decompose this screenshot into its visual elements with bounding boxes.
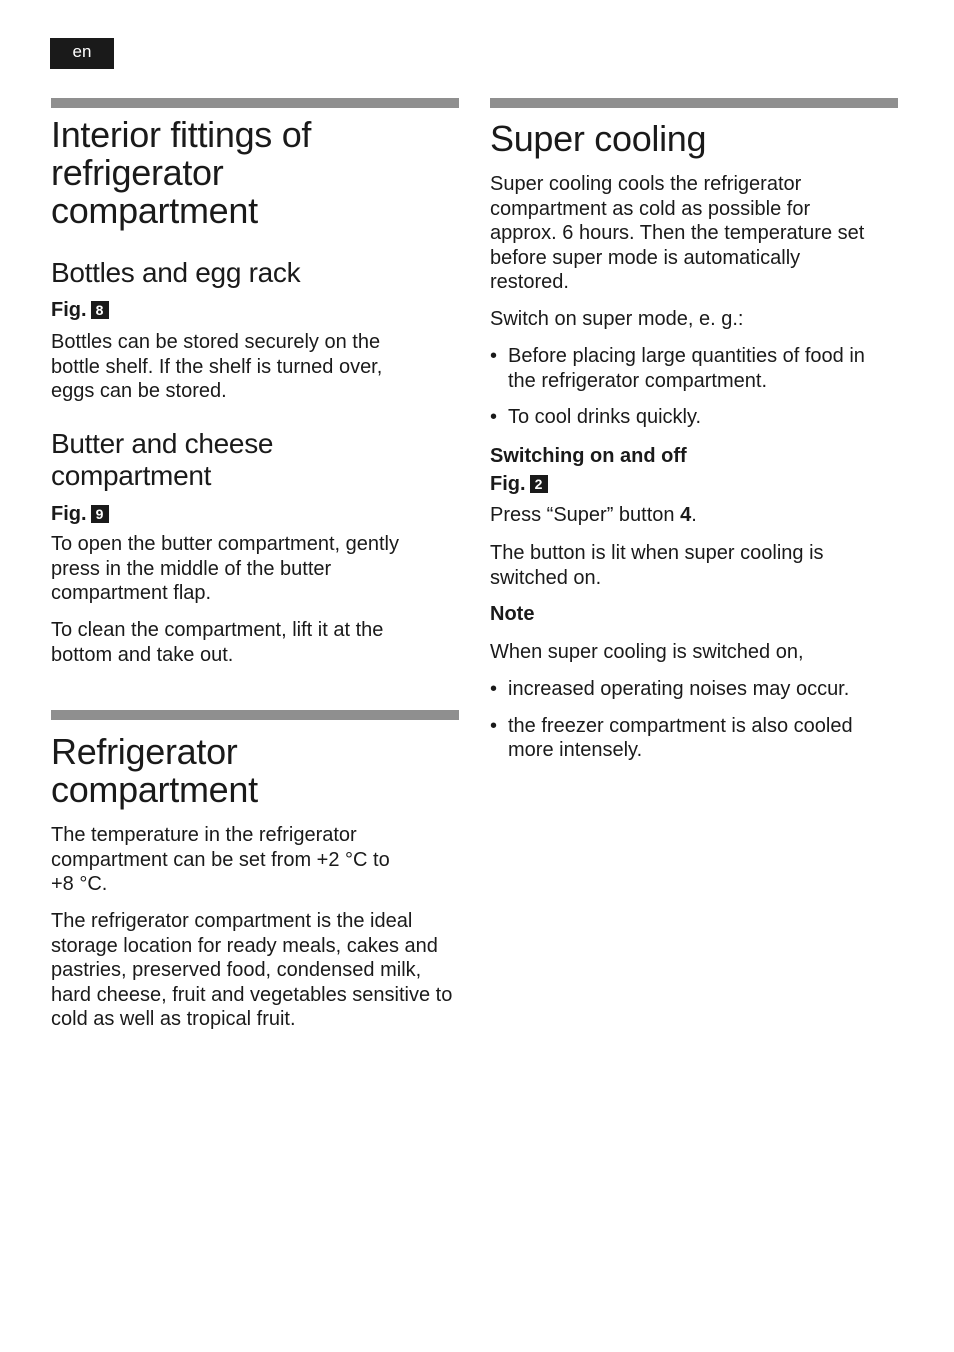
list-item: • increased operating noises may occur. [490,677,898,702]
fig-number-badge: 8 [91,301,109,319]
language-tab: en [50,38,114,69]
list-item: • To cool drinks quickly. [490,405,898,430]
note-text: When super cooling is switched on, [490,641,804,663]
refrigerator-temperature-text: The temperature in the refrigerator compartment can be set from +2 °C to +8 °C. [51,824,390,895]
fig-number-badge: 9 [91,505,109,523]
section-rule [490,98,898,108]
fig-label: Fig. [490,473,526,495]
section-title-interior-fittings: Interior fittings of refrigerator compartment [51,114,312,231]
section-rule [51,98,459,108]
button-number: 4 [680,504,692,526]
super-mode-examples-list [490,344,898,430]
butter-text-clean: To clean the compartment, lift it at the bottom and take out. [51,619,384,666]
fig-label: Fig. [51,503,87,525]
heading-bottles-egg-rack: Bottles and egg rack [51,257,301,288]
figure-reference [51,298,109,322]
button-lit-text: The button is lit when super cooling is switched on. [490,542,824,589]
section-title-refrigerator: Refrigerator compartment [51,731,258,810]
note-heading: Note [490,603,535,625]
fig-number-badge: 2 [530,475,548,493]
list-item: • the freezer compartment is also cooled more intensely. [490,714,898,763]
butter-text-open: To open the butter compartment, gently press in the middle of the butter compartment flap. [51,533,399,604]
super-cooling-intro: Super cooling cools the refrigerator compartment as cold as possible for approx. 6 hours. Then the temperature set before super mode is automatically restored. [490,173,865,293]
section-title-super-cooling: Super cooling [490,118,707,159]
heading-butter-cheese: Butter and cheese compartment [51,428,274,491]
press-super-text [490,503,898,528]
figure-reference [490,472,548,496]
refrigerator-storage-text: The refrigerator compartment is the ideal storage location for ready meals, cakes and pastries, preserved food, condensed milk, hard cheese, fruit and vegetables sensitive to cold as well as tropical fruit. [51,910,453,1030]
press-end: . [691,504,697,526]
subheading-switching: Switching on and off [490,445,687,467]
press-text: Press “Super” button [490,504,681,526]
fig-label: Fig. [51,299,87,321]
figure-reference [51,502,109,526]
list-item: • Before placing large quantities of food in the refrigerator compartment. [490,344,888,393]
switch-on-text: Switch on super mode, e. g.: [490,308,744,330]
section-rule [51,710,459,720]
bottles-text: Bottles can be stored securely on the bottle shelf. If the shelf is turned over, eggs can be stored. [51,331,383,402]
note-list [490,677,898,763]
